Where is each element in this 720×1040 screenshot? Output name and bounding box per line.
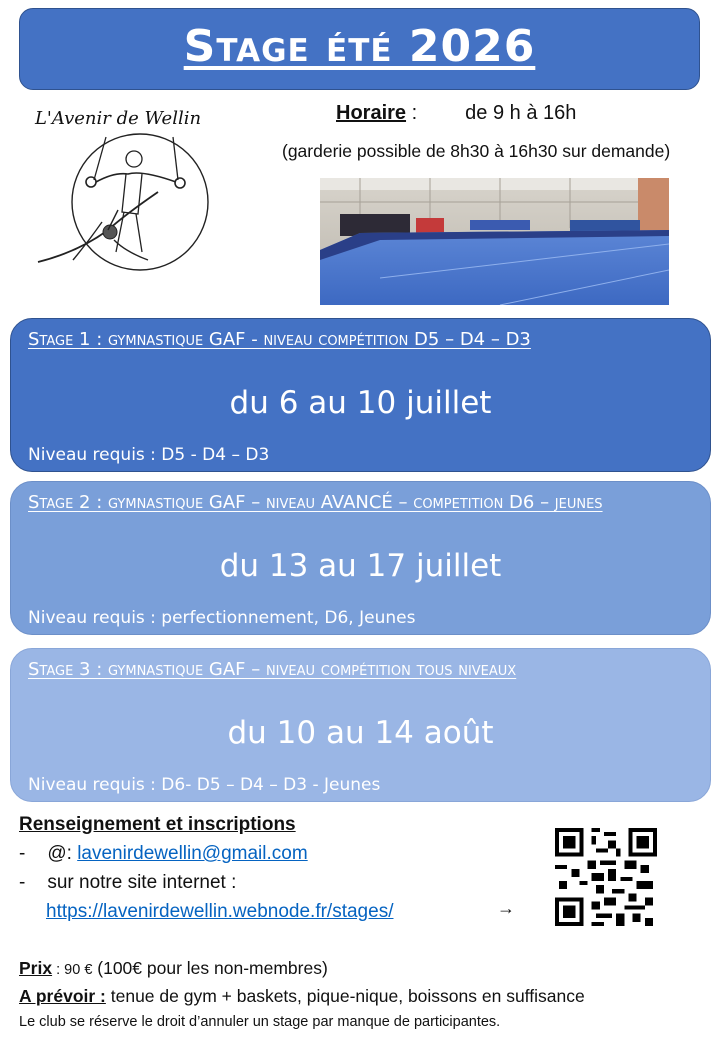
price-value: : 90 € bbox=[52, 962, 93, 978]
stage-2-dates: du 13 au 17 juillet bbox=[219, 548, 502, 584]
stage-2-title: Stage 2 : gymnastique GAF – niveau AVANCÉ – competition D6 – jeunes bbox=[28, 492, 603, 513]
schedule-hours: de 9 h à 16h bbox=[465, 102, 577, 124]
stage-1-title: Stage 1 : gymnastique GAF - niveau compétition D5 – D4 – D3 bbox=[28, 329, 531, 350]
stage-3-level: Niveau requis : D6- D5 – D4 – D3 - Jeunes bbox=[28, 775, 381, 795]
daycare-note: (garderie possible de 8h30 à 16h30 sur demande) bbox=[282, 141, 671, 161]
bullet: - bbox=[19, 872, 26, 893]
website-link[interactable]: https://lavenirdewellin.webnode.fr/stages/ bbox=[46, 901, 394, 922]
qr-code-icon bbox=[555, 828, 657, 926]
schedule-line bbox=[336, 102, 576, 125]
stage-3-dates: du 10 au 14 août bbox=[227, 715, 494, 751]
stage-2-box bbox=[10, 481, 711, 635]
page-title: Stage été 2026 bbox=[183, 21, 536, 72]
bring-label: A prévoir : bbox=[19, 986, 106, 1006]
email-link[interactable]: lavenirdewellin@gmail.com bbox=[77, 843, 308, 864]
logo-text: L'Avenir de Wellin bbox=[34, 108, 202, 129]
stage-1-dates: du 6 au 10 juillet bbox=[229, 385, 492, 421]
qr-code[interactable] bbox=[555, 828, 657, 926]
email-line bbox=[19, 843, 308, 865]
stage-1-level: Niveau requis : D5 - D4 – D3 bbox=[28, 445, 270, 465]
info-heading: Renseignement et inscriptions bbox=[19, 814, 296, 835]
gym-hall-image bbox=[320, 178, 669, 305]
stage-3-title: Stage 3 : gymnastique GAF – niveau compétition tous niveaux bbox=[28, 659, 517, 680]
schedule-label: Horaire bbox=[336, 102, 407, 124]
site-line bbox=[19, 872, 236, 894]
disclaimer: Le club se réserve le droit d’annuler un stage par manque de participantes. bbox=[19, 1014, 501, 1030]
stage-1-box bbox=[10, 318, 711, 472]
club-logo bbox=[18, 102, 218, 272]
bring-line bbox=[19, 986, 585, 1007]
stage-2-level: Niveau requis : perfectionnement, D6, Jeunes bbox=[28, 608, 416, 628]
bullet: - bbox=[19, 843, 26, 864]
gym-photo bbox=[320, 178, 669, 305]
site-label: sur notre site internet : bbox=[47, 872, 237, 893]
email-prefix: @: bbox=[47, 843, 78, 864]
title-banner bbox=[19, 8, 700, 90]
schedule-separator: : bbox=[406, 102, 418, 124]
price-note: (100€ pour les non-membres) bbox=[92, 958, 328, 978]
price-label: Prix bbox=[19, 958, 53, 978]
price-line bbox=[19, 958, 328, 979]
arrow-right-icon: → bbox=[497, 898, 515, 918]
stage-3-box bbox=[10, 648, 711, 802]
site-url-line bbox=[46, 901, 393, 923]
bring-value: tenue de gym + baskets, pique-nique, boissons en suffisance bbox=[105, 986, 585, 1006]
